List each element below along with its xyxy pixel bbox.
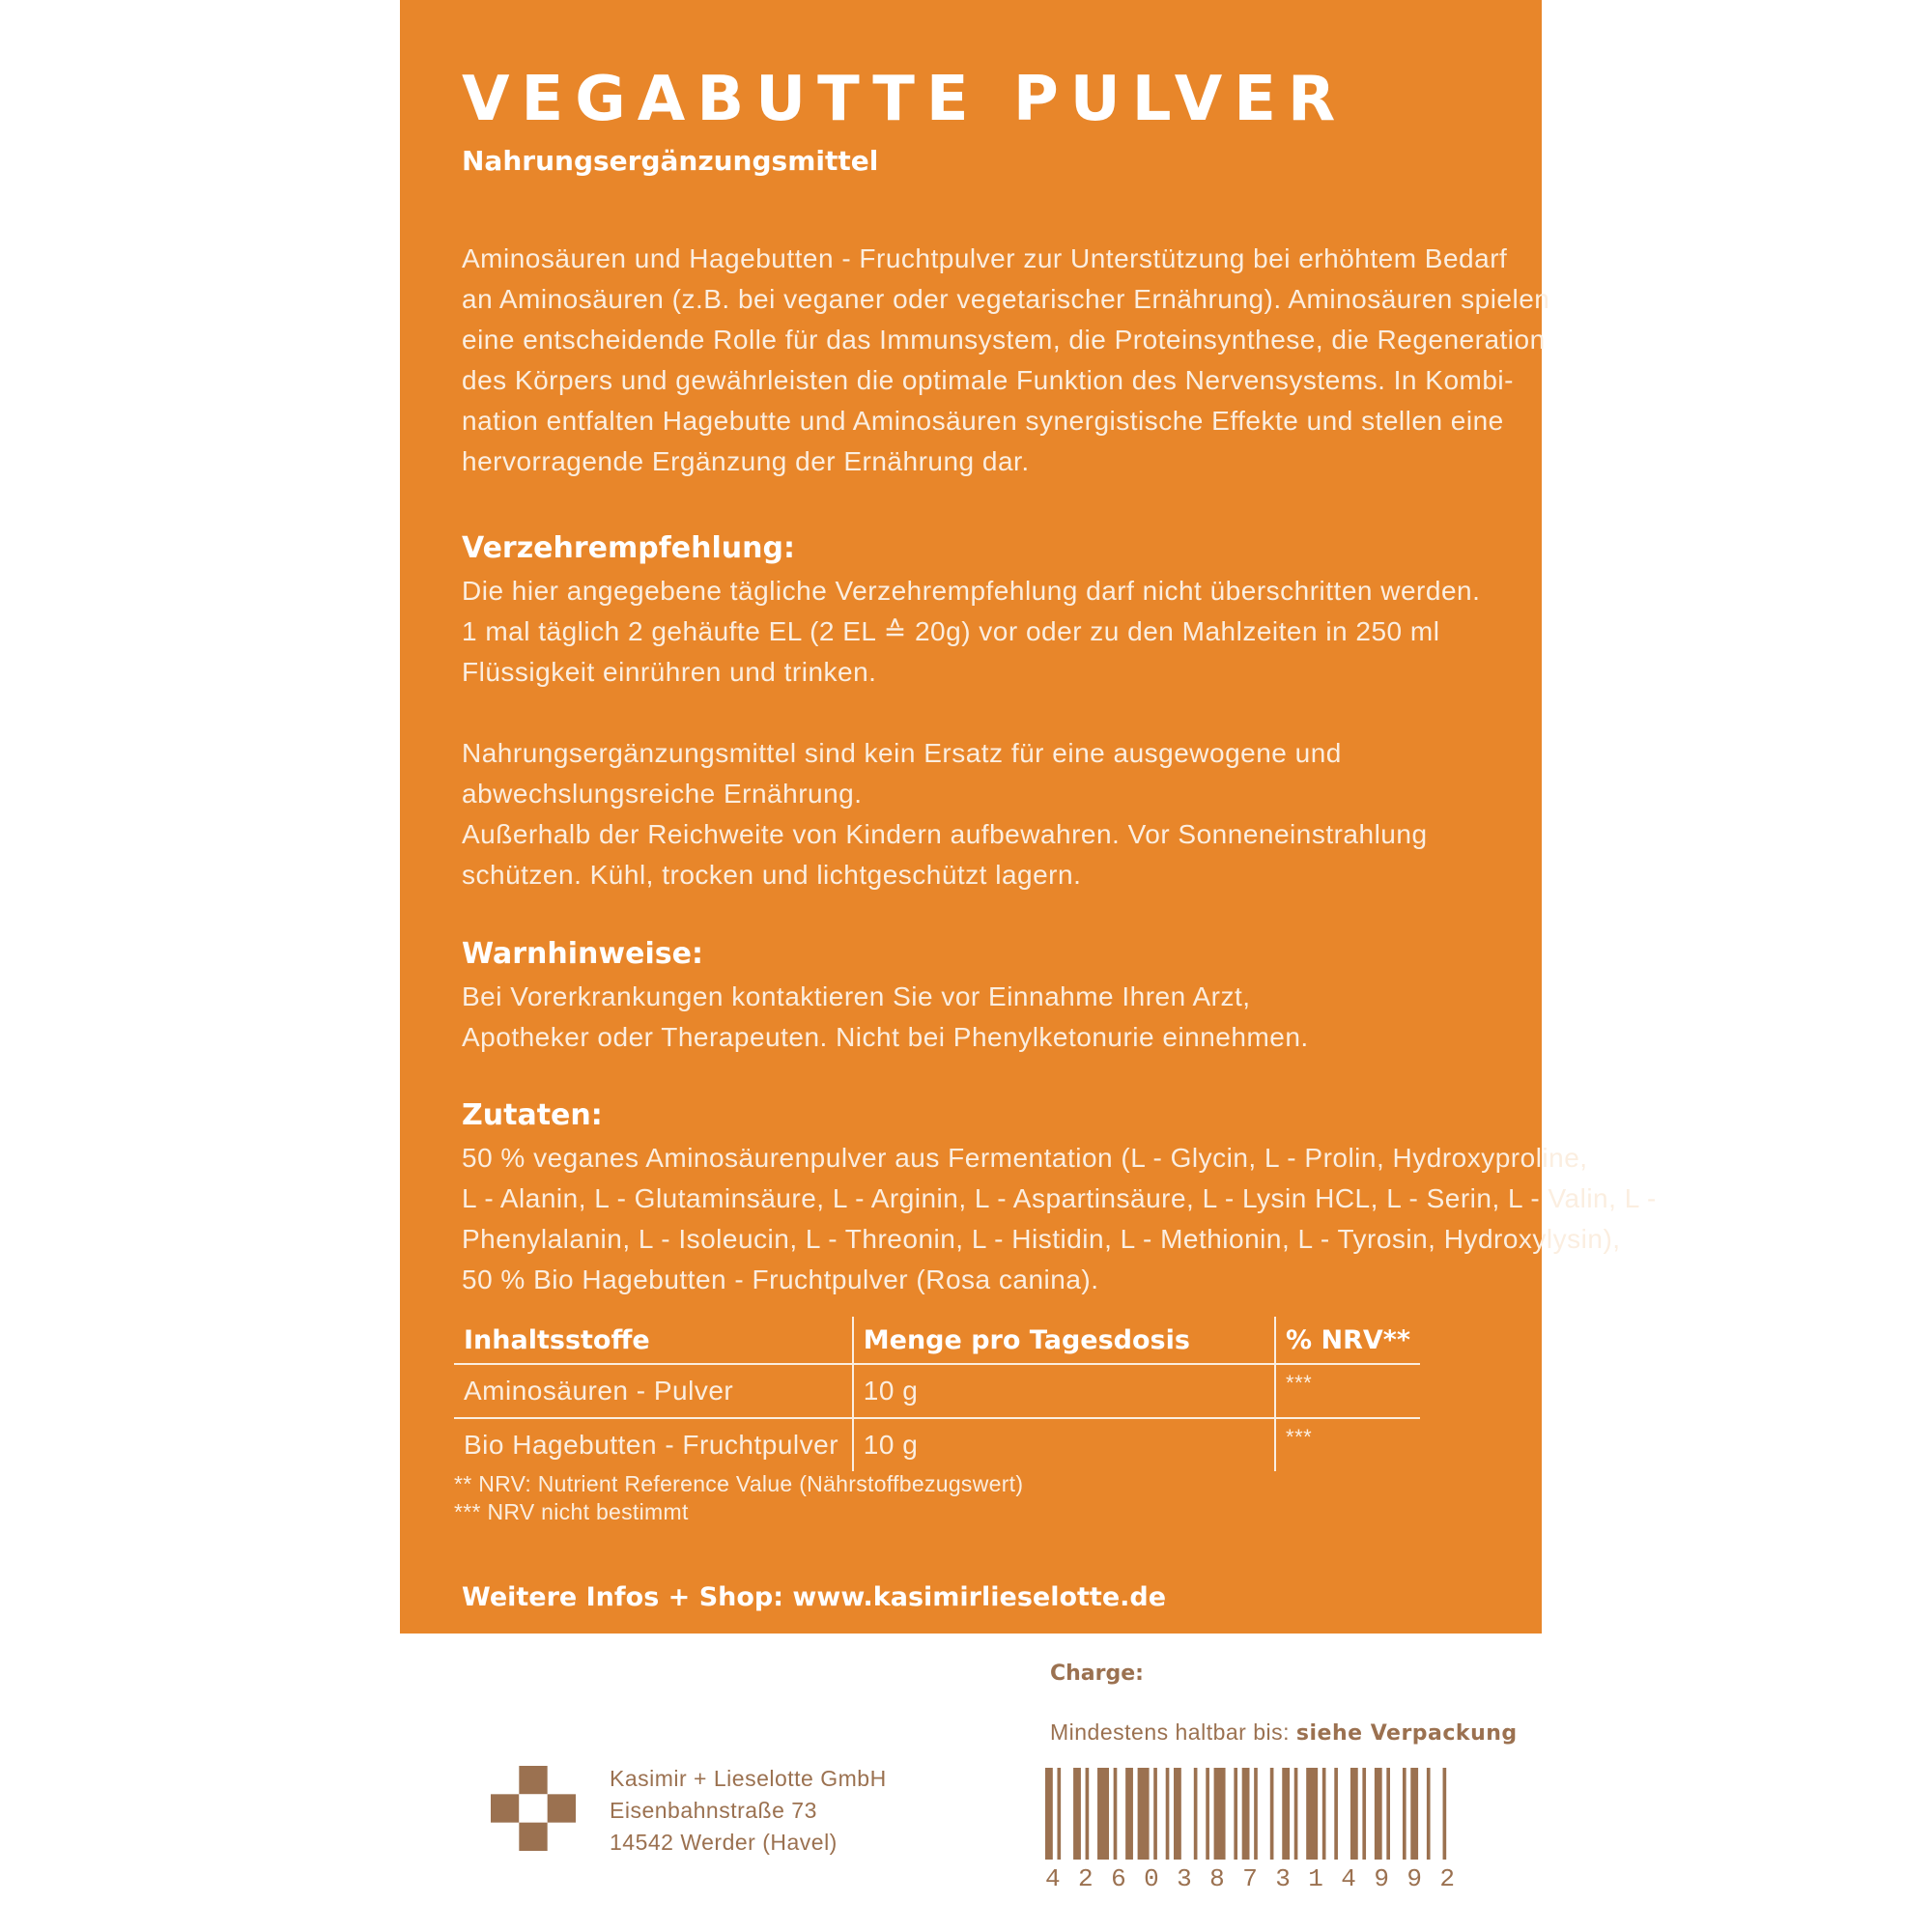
barcode-digit: 7 bbox=[1242, 1864, 1258, 1893]
table-row bbox=[454, 1364, 1420, 1418]
barcode-bar bbox=[1214, 1768, 1226, 1860]
barcode-bar bbox=[1174, 1768, 1181, 1860]
barcode-digit: 9 bbox=[1406, 1864, 1422, 1893]
product-subtitle: Nahrungsergänzungsmittel bbox=[462, 145, 879, 177]
table-header-row bbox=[454, 1317, 1420, 1364]
table-row bbox=[454, 1418, 1420, 1471]
header-nrv: % NRV** bbox=[1275, 1317, 1420, 1364]
notes-line: Außerhalb der Reichweite von Kindern aufbewahren. Vor Sonneneinstrahlung bbox=[462, 819, 1428, 849]
barcode-bar bbox=[1254, 1768, 1258, 1860]
barcode-digit: 6 bbox=[1111, 1864, 1126, 1893]
barcode-bar bbox=[1234, 1768, 1237, 1860]
description-line: des Körpers und gewährleisten die optimale Funktion des Nervensystems. In Kombi- bbox=[462, 365, 1514, 395]
company-street: Eisenbahnstraße 73 bbox=[610, 1798, 817, 1823]
barcode-bar bbox=[1114, 1768, 1118, 1860]
ingredients-heading: Zutaten: bbox=[462, 1098, 603, 1132]
barcode-bar bbox=[1073, 1768, 1081, 1860]
usage-line: Flüssigkeit einrühren und trinken. bbox=[462, 657, 877, 687]
barcode-digit: 8 bbox=[1209, 1864, 1225, 1893]
cell-nrv: *** bbox=[1275, 1364, 1420, 1418]
cell-amount: 10 g bbox=[853, 1364, 1275, 1418]
barcode-bar bbox=[1125, 1768, 1133, 1860]
barcode-bar bbox=[1086, 1768, 1090, 1860]
cell-ingredient: Bio Hagebutten - Fruchtpulver bbox=[454, 1418, 853, 1471]
header-ingredients: Inhaltsstoffe bbox=[454, 1317, 853, 1364]
barcode-digit: 0 bbox=[1144, 1864, 1159, 1893]
company-name: Kasimir + Lieselotte GmbH bbox=[610, 1766, 887, 1791]
company-city: 14542 Werder (Havel) bbox=[610, 1830, 838, 1855]
description-line: nation entfalten Hagebutte und Aminosäuren synergistische Effekte und stellen eine bbox=[462, 406, 1504, 436]
description-line: an Aminosäuren (z.B. bei veganer oder vegetarischer Ernährung). Aminosäuren spielen bbox=[462, 284, 1550, 314]
barcode-bar bbox=[1057, 1768, 1061, 1860]
ingredients-line: L - Alanin, L - Glutaminsäure, L - Arginin, L - Aspartinsäure, L - Lysin HCL, L - Serin, L - Valin, L - bbox=[462, 1183, 1657, 1213]
warnings-line: Apotheker oder Therapeuten. Nicht bei Phenylketonurie einnehmen. bbox=[462, 1022, 1309, 1052]
description-text bbox=[462, 239, 1550, 482]
best-before bbox=[1050, 1719, 1518, 1746]
barcode-bar bbox=[1242, 1768, 1250, 1860]
barcode-bar bbox=[1403, 1768, 1406, 1860]
barcode-digit: 2 bbox=[1439, 1864, 1455, 1893]
barcode-bar bbox=[1334, 1768, 1338, 1860]
barcode-bar bbox=[1194, 1768, 1198, 1860]
usage-line: Die hier angegebene tägliche Verzehrempfehlung darf nicht überschritten werden. bbox=[462, 576, 1481, 606]
company-address bbox=[610, 1763, 887, 1859]
notes-line: abwechslungsreiche Ernährung. bbox=[462, 779, 863, 809]
usage-line: 1 mal täglich 2 gehäufte EL (2 EL ≙ 20g) vor oder zu den Mahlzeiten in 250 ml bbox=[462, 616, 1440, 646]
barcode-bar bbox=[1270, 1768, 1274, 1860]
barcode-digit: 3 bbox=[1177, 1864, 1192, 1893]
footnote-nrv: ** NRV: Nutrient Reference Value (Nährstoffbezugswert) bbox=[454, 1471, 1024, 1496]
barcode-bar bbox=[1386, 1768, 1390, 1860]
barcode-digit: 3 bbox=[1275, 1864, 1291, 1893]
footnote-not-determined: *** NRV nicht bestimmt bbox=[454, 1499, 689, 1524]
nutrition-table bbox=[454, 1317, 1420, 1471]
notes-text bbox=[462, 733, 1515, 895]
barcode-digit: 4 bbox=[1341, 1864, 1356, 1893]
usage-heading: Verzehrempfehlung: bbox=[462, 531, 795, 565]
barcode-digits bbox=[1045, 1864, 1455, 1893]
barcode-icon bbox=[1045, 1768, 1455, 1860]
header-amount: Menge pro Tagesdosis bbox=[853, 1317, 1275, 1364]
notes-line: schützen. Kühl, trocken und lichtgeschützt lagern. bbox=[462, 860, 1082, 890]
usage-text bbox=[462, 571, 1515, 693]
ingredients-line: 50 % Bio Hagebutten - Fruchtpulver (Rosa canina). bbox=[462, 1264, 1099, 1294]
website-link[interactable]: Weitere Infos + Shop: www.kasimirlieselotte.de bbox=[462, 1582, 1167, 1612]
barcode-bar bbox=[1294, 1768, 1298, 1860]
warnings-text bbox=[462, 977, 1515, 1058]
barcode-digit: 9 bbox=[1374, 1864, 1389, 1893]
barcode-bar bbox=[1306, 1768, 1318, 1860]
barcode-bar bbox=[1443, 1768, 1447, 1860]
charge-label: Charge: bbox=[1050, 1662, 1144, 1686]
barcode-bar bbox=[1410, 1768, 1418, 1860]
checkered-cross-logo-icon bbox=[491, 1766, 576, 1851]
best-before-label: Mindestens haltbar bis: bbox=[1050, 1719, 1296, 1745]
barcode-bar bbox=[1097, 1768, 1109, 1860]
cell-nrv: *** bbox=[1286, 1425, 1313, 1449]
barcode-bar bbox=[1045, 1768, 1053, 1860]
description-line: Aminosäuren und Hagebutten - Fruchtpulver zur Unterstützung bei erhöhtem Bedarf bbox=[462, 243, 1508, 273]
barcode-bar bbox=[1350, 1768, 1358, 1860]
barcode-bar bbox=[1362, 1768, 1366, 1860]
barcode-bar bbox=[1282, 1768, 1290, 1860]
description-line: hervorragende Ergänzung der Ernährung dar. bbox=[462, 446, 1030, 476]
barcode-bar bbox=[1322, 1768, 1326, 1860]
ingredients-line: 50 % veganes Aminosäurenpulver aus Fermentation (L - Glycin, L - Prolin, Hydroxyproline, bbox=[462, 1143, 1588, 1173]
warnings-line: Bei Vorerkrankungen kontaktieren Sie vor Einnahme Ihren Arzt, bbox=[462, 981, 1251, 1011]
barcode-bar bbox=[1427, 1768, 1431, 1860]
cell-ingredient: Aminosäuren - Pulver bbox=[454, 1364, 853, 1418]
barcode-digit: 4 bbox=[1045, 1864, 1061, 1893]
barcode-bar bbox=[1375, 1768, 1382, 1860]
ingredients-line: Phenylalanin, L - Isoleucin, L - Threonin, L - Histidin, L - Methionin, L - Tyrosin, Hydroxylysin), bbox=[462, 1224, 1621, 1254]
ingredients-text bbox=[462, 1138, 1657, 1300]
cell-amount: 10 g bbox=[853, 1418, 1275, 1471]
product-label bbox=[400, 0, 1657, 1634]
product-title: VEGABUTTE PULVER bbox=[462, 64, 1348, 135]
description-line: eine entscheidende Rolle für das Immunsystem, die Proteinsynthese, die Regeneration bbox=[462, 325, 1546, 355]
barcode-bar bbox=[1138, 1768, 1150, 1860]
notes-line: Nahrungsergänzungsmittel sind kein Ersatz für eine ausgewogene und bbox=[462, 738, 1342, 768]
best-before-value: siehe Verpackung bbox=[1295, 1721, 1518, 1746]
barcode-bar bbox=[1166, 1768, 1170, 1860]
barcode-bar bbox=[1206, 1768, 1209, 1860]
warnings-heading: Warnhinweise: bbox=[462, 937, 703, 971]
barcode-digit: 1 bbox=[1308, 1864, 1323, 1893]
barcode-digit: 2 bbox=[1078, 1864, 1094, 1893]
barcode-bar bbox=[1153, 1768, 1157, 1860]
